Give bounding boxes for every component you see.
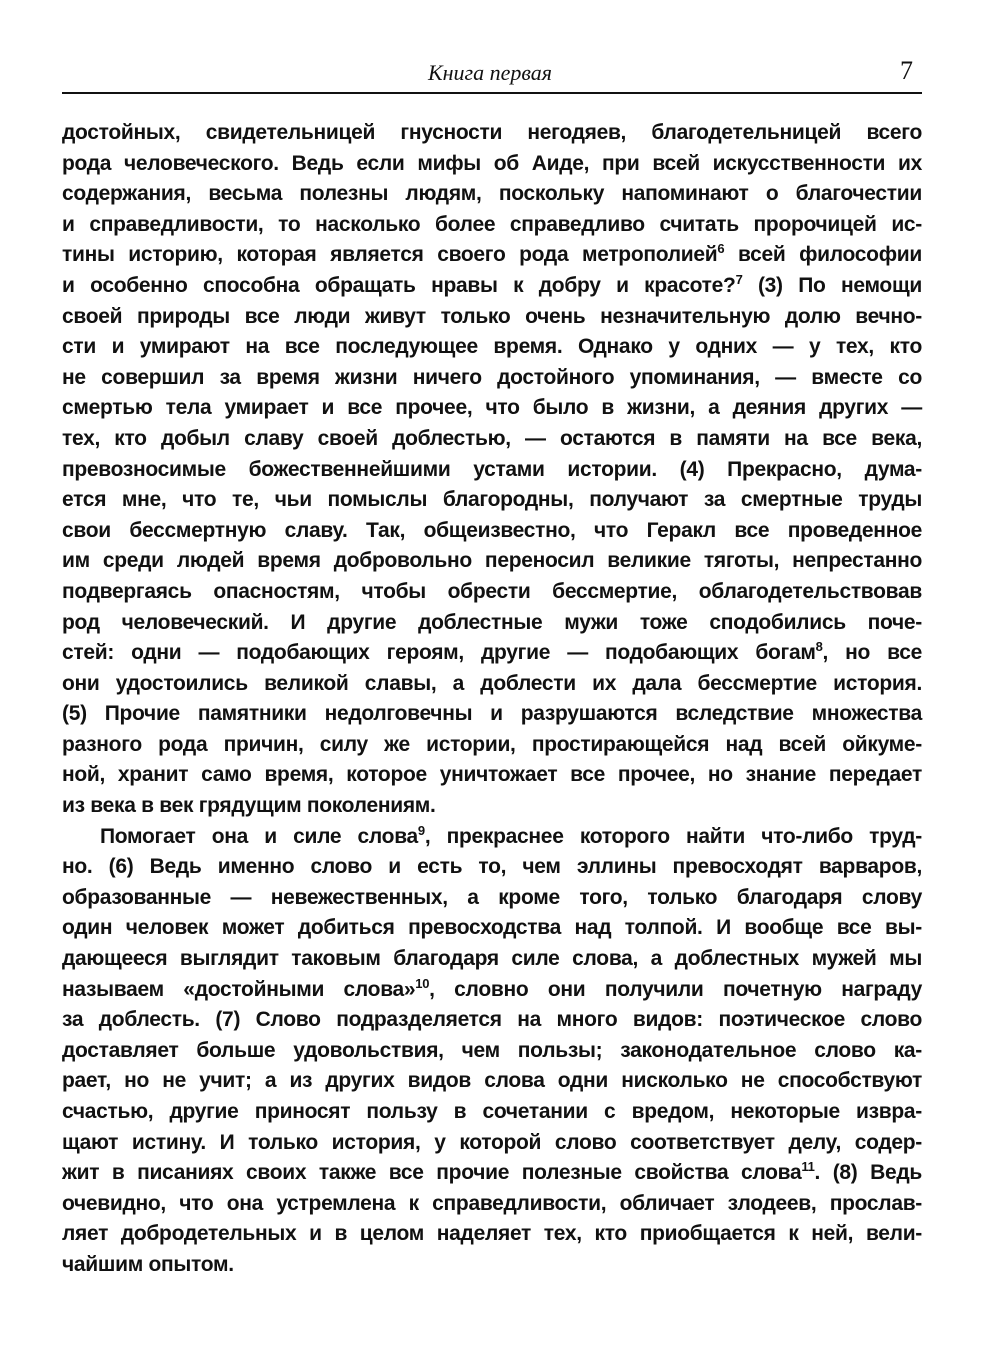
text-line <box>62 975 922 1006</box>
footnote-ref: 10 <box>415 975 430 991</box>
footnote-ref: 11 <box>801 1159 815 1175</box>
text-segment: стей: одни — подобающих героям, другие — подобающих богам <box>62 641 816 665</box>
text-line <box>62 179 922 210</box>
text-line <box>62 149 922 180</box>
text-segment: (5) Прочие памятники недолговечны и разрушаются вследствие множества <box>62 702 922 726</box>
text-segment: из века в век грядущим поколениям. <box>62 794 436 818</box>
text-line <box>62 485 922 516</box>
text-line <box>62 118 922 149</box>
text-line <box>62 883 922 914</box>
text-line <box>62 546 922 577</box>
text-line <box>62 577 922 608</box>
text-segment: (3) По немощи <box>742 273 922 297</box>
text-line <box>62 1036 922 1067</box>
text-line <box>62 913 922 944</box>
body-text <box>62 118 922 1281</box>
text-segment: ной, хранит само время, которое уничтожает все прочее, но знание передает <box>62 763 922 787</box>
text-line <box>62 363 922 394</box>
text-segment: сти и умирают на все последующее время. Однако у одних — у тех, кто <box>62 335 922 359</box>
text-segment: дающееся выглядит таковым благодаря силе слова, а доблестных мужей мы <box>62 947 922 971</box>
text-segment: и справедливости, то насколько более справедливо считать пророчицей ис- <box>62 212 922 236</box>
text-segment: своей природы все люди живут только очень незначительную долю вечно- <box>62 304 922 328</box>
text-segment: смертью тела умирает и все прочее, что было в жизни, а деяния других — <box>62 396 922 420</box>
text-segment: счастью, другие приносят пользу в сочетании с вредом, некоторые извра- <box>62 1100 922 1123</box>
text-segment: но. (6) Ведь именно слово и есть то, чем эллины превосходят варваров, <box>62 855 922 879</box>
text-segment: доставляет больше удовольствия, чем пользы; законодательное слово ка- <box>62 1038 922 1062</box>
text-line <box>62 1097 922 1128</box>
text-segment: не совершил за время жизни ничего достойного упоминания, — вместе со <box>62 365 922 389</box>
text-line <box>62 638 922 669</box>
text-line <box>62 1066 922 1097</box>
text-segment: ется мне, что те, чьи помыслы благородны, получают за смертные труды <box>62 488 922 512</box>
text-segment: всей философии <box>724 243 922 267</box>
text-segment: образованные — невежественных, а кроме того, только благодаря слову <box>62 885 922 909</box>
text-line <box>62 210 922 241</box>
text-line <box>62 240 922 271</box>
text-line <box>62 1219 922 1250</box>
text-line <box>62 699 922 730</box>
text-segment: чайшим опытом. <box>62 1252 234 1276</box>
text-line <box>62 822 922 853</box>
text-line <box>62 1005 922 1036</box>
text-segment: ляет добродетельных и в целом наделяет тех, кто приобщается к ней, вели- <box>62 1222 922 1246</box>
text-segment: им среди людей время добровольно переносил великие тяготы, непрестанно <box>62 549 922 573</box>
text-segment: жит в писаниях своих также все прочие полезные свойства слова <box>62 1161 802 1185</box>
text-line <box>62 608 922 639</box>
text-segment: щают истину. И только история, у которой слово соответствует делу, содер- <box>62 1130 922 1154</box>
text-line <box>62 669 922 700</box>
text-line <box>62 730 922 761</box>
running-header-title: Книга первая <box>428 60 552 85</box>
text-line <box>62 424 922 455</box>
text-segment: очевидно, что она устремлена к справедливости, обличает злодеев, прослав- <box>62 1191 922 1215</box>
text-line <box>62 791 922 822</box>
text-segment: рода человеческого. Ведь если мифы об Аиде, при всей искусственности их <box>62 151 922 175</box>
text-segment: подвергаясь опасностям, чтобы обрести бессмертие, облагодетельствовав <box>62 579 922 603</box>
text-line <box>62 455 922 486</box>
text-line <box>62 302 922 333</box>
text-segment: тех, кто добыл славу своей доблестью, — остаются в памяти на все века, <box>62 426 922 450</box>
text-segment: превозносимые божественнейшими устами истории. (4) Прекрасно, дума- <box>62 457 922 481</box>
text-line <box>62 1128 922 1159</box>
text-line <box>62 1250 922 1281</box>
text-segment: один человек может добиться превосходства над толпой. И вообще все вы- <box>62 916 922 940</box>
text-line <box>62 944 922 975</box>
text-segment: называем «достойными слова» <box>62 977 416 1001</box>
footnote-ref: 7 <box>735 271 743 287</box>
text-segment: тины историю, которая является своего рода метрополией <box>62 243 718 267</box>
text-line <box>62 271 922 302</box>
footnote-ref: 8 <box>815 639 823 655</box>
text-segment: достойных, свидетельницей гнусности негодяев, благодетельницей всего <box>62 121 922 144</box>
text-line <box>62 852 922 883</box>
text-line <box>62 332 922 363</box>
footnote-ref: 6 <box>717 241 725 257</box>
text-line <box>62 516 922 547</box>
page-number: 7 <box>900 56 913 85</box>
text-segment: свои бессмертную славу. Так, общеизвестно, что Геракл все проведенное <box>62 518 922 542</box>
text-segment: , но все <box>822 641 922 665</box>
text-segment: и особенно способна обращать нравы к добру и красоте? <box>62 273 736 297</box>
text-segment: они удостоились великой славы, а доблести их дала бессмертие история. <box>62 671 922 695</box>
text-line <box>62 393 922 424</box>
text-line <box>62 760 922 791</box>
text-segment: разного рода причин, силу же истории, простирающейся над всей ойкуме- <box>62 732 922 756</box>
text-segment: за доблесть. (7) Слово подразделяется на много видов: поэтическое слово <box>62 1008 922 1032</box>
text-segment: род человеческий. И другие доблестные мужи тоже сподобились поче- <box>62 610 922 634</box>
footnote-ref: 9 <box>417 822 425 838</box>
text-segment: . (8) Ведь <box>814 1161 922 1185</box>
text-segment: , словно они получили почетную награду <box>429 977 922 1001</box>
text-segment: содержания, весьма полезны людям, поскольку напоминают о благочестии <box>62 182 922 206</box>
text-segment: , прекраснее которого найти что-либо труд- <box>424 824 922 848</box>
text-line <box>62 1158 922 1189</box>
text-segment: Помогает она и силе слова <box>100 824 418 848</box>
text-line <box>62 1189 922 1220</box>
header-rule <box>62 92 922 94</box>
text-segment: рает, но не учит; а из других видов слова одни нисколько не способствуют <box>62 1069 922 1093</box>
